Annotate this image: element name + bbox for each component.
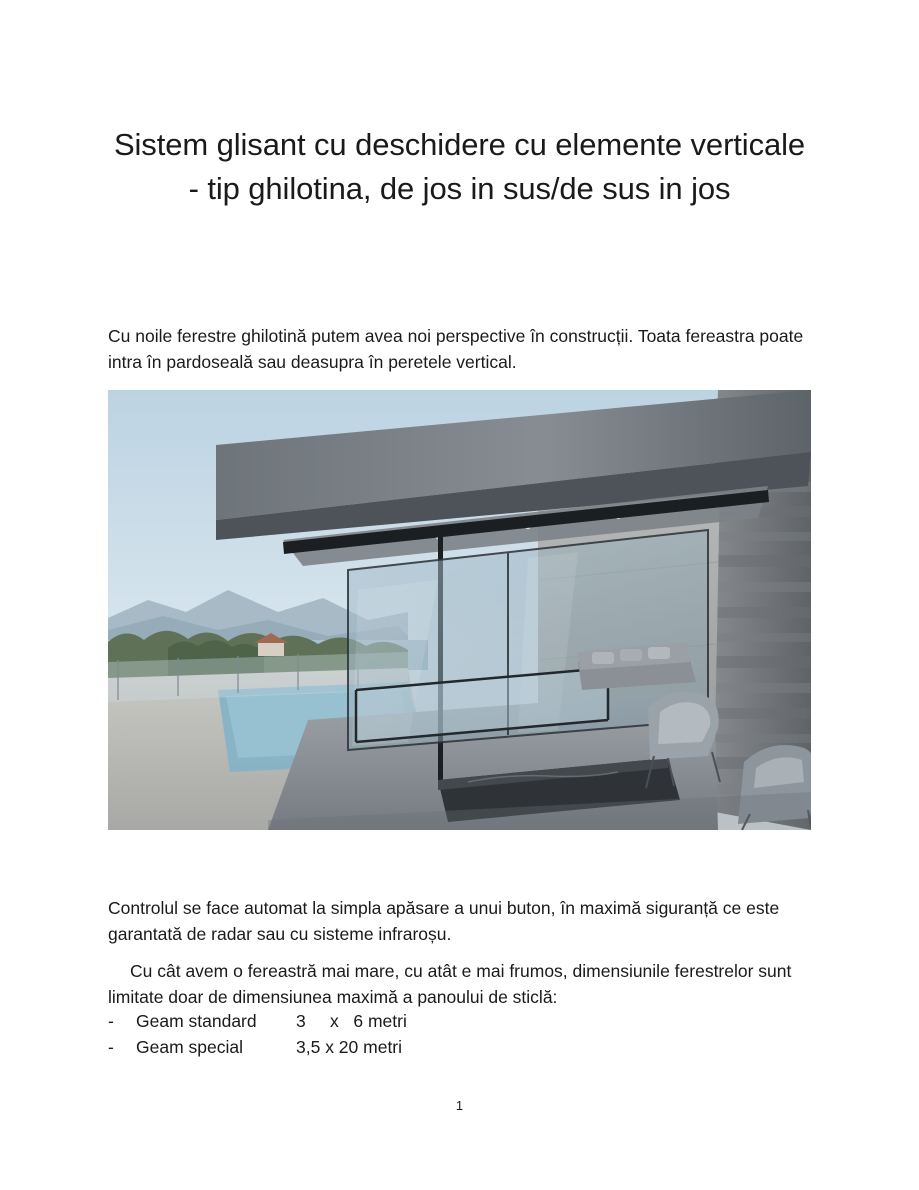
control-paragraph: Controlul se face automat la simpla apăsare a unui buton, în maximă siguranță ce este garantată de radar sau cu sisteme infraroșu. [108, 897, 780, 944]
list-item [108, 1008, 814, 1034]
photo-illustration [108, 390, 811, 830]
glass-size-list [108, 1008, 814, 1060]
page-number: 1 [455, 1098, 464, 1113]
list-item-dimensions: 3,5 x 20 metri [296, 1037, 403, 1057]
size-paragraph: Cu cât avem o fereastră mai mare, cu atât e mai frumos, dimensiunile ferestrelor sunt limitate doar de dimensiunea maximă a panoului de sticlă: [108, 960, 792, 1007]
list-item-dimensions: 3 x 6 metri [296, 1011, 407, 1031]
list-item [108, 1034, 814, 1060]
list-marker: - [108, 1037, 114, 1057]
list-marker: - [108, 1011, 114, 1031]
list-item-name: Geam standard [136, 1011, 257, 1031]
page-title: Sistem glisant cu deschidere cu elemente verticale - tip ghilotina, de jos in sus/de sus in jos [113, 126, 806, 206]
list-item-name: Geam special [136, 1037, 243, 1057]
architecture-photo [108, 390, 811, 830]
intro-paragraph: Cu noile ferestre ghilotină putem avea noi perspective în construcții. Toata fereastra poate intra în pardoseală sau deasupra în peretele vertical. [108, 325, 804, 372]
